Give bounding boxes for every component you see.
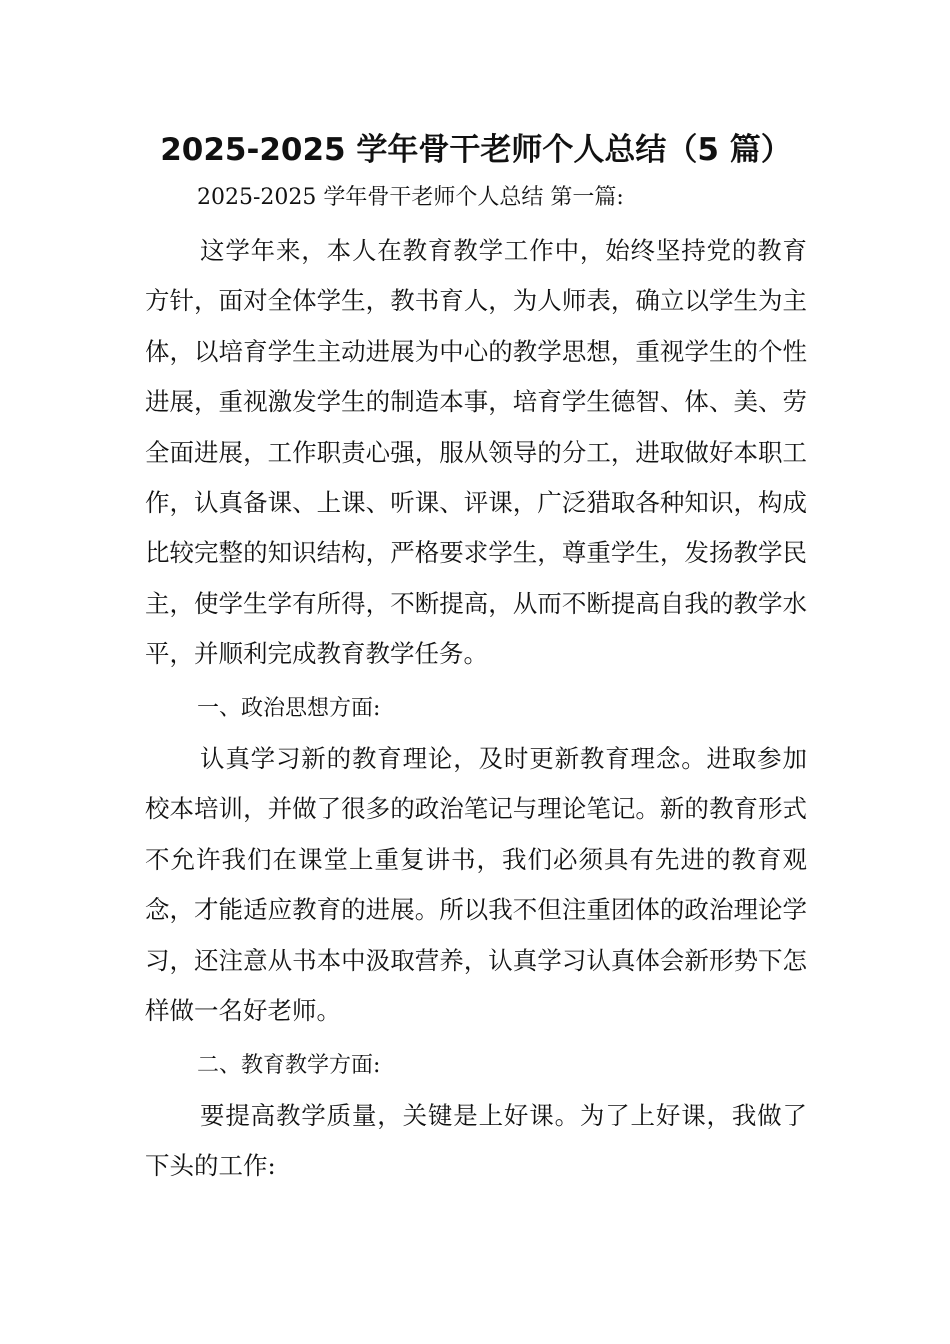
paragraph-teaching: 要提高教学质量，关键是上好课。为了上好课，我做了下头的工作: bbox=[145, 1100, 807, 1181]
paragraph-politics: 认真学习新的教育理论，及时更新教育理念。进取参加校本培训，并做了很多的政治笔记与理论笔记。新的教育形式不允许我们在课堂上重复讲书，我们必须具有先进的教育观念，才能适应教育的进展。所以我不但注重团体的政治理论学习，还注意从书本中汲取营养，认真学习认真体会新形势下怎样做一名好老师。 bbox=[145, 744, 807, 1026]
paragraph-intro: 这学年来，本人在教育教学工作中，始终坚持党的教育方针，面对全体学生，教书育人，为人师表，确立以学生为主体，以培育学生主动进展为中心的教学思想，重视学生的个性进展，重视激发学生的制造本事，培育学生德智、体、美、劳全面进展，工作职责心强，服从领导的分工，进取做好本职工作，认真备课、上课、听课、评课，广泛猎取各种知识，构成比较完整的知识结构，严格要求学生，尊重学生，发扬教学民主，使学生学有所得，不断提高，从而不断提高自我的教学水平，并顺利完成教育教学任务。 bbox=[145, 236, 807, 669]
document-page bbox=[145, 124, 807, 1192]
section-heading-politics: 一、政治思想方面: bbox=[197, 695, 381, 721]
document-title: 2025-2025 学年骨干老师个人总结（5 篇） bbox=[160, 132, 792, 168]
section-heading-teaching: 二、教育教学方面: bbox=[197, 1052, 381, 1078]
document-subtitle: 2025-2025 学年骨干老师个人总结 第一篇: bbox=[197, 185, 624, 210]
